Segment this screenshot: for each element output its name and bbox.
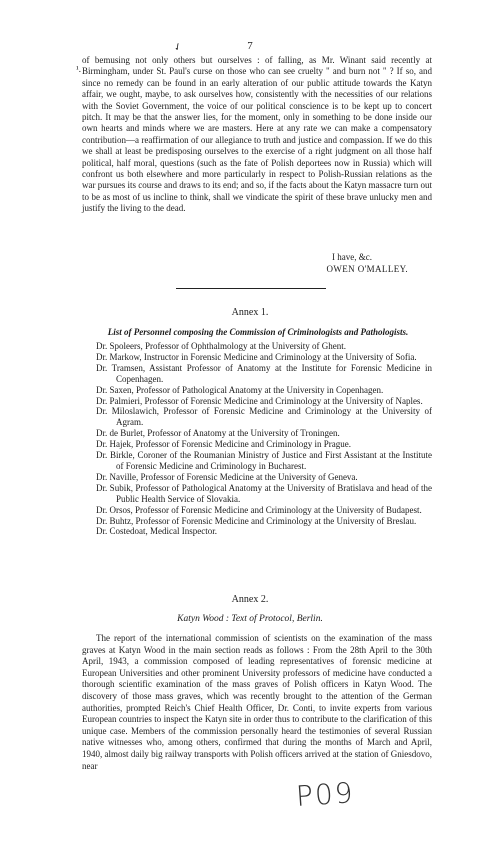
list-item: Dr. Spoleers, Professor of Ophthalmology at the University of Ghent. — [96, 341, 346, 351]
annex1-heading: Annex 1. — [231, 307, 269, 318]
list-item: Dr. Miloslawich, Professor of Forensic Medicine and Criminology at the University of Agram. — [96, 406, 432, 428]
letter-paragraph — [82, 55, 432, 215]
letter-text: of bemusing not only others but ourselves : of falling, as Mr. Winant said recently at Birmingham, under St. Paul's curse on those who can see cruelty " and burn not " ? If so, and since no remedy can be found in an early alteration of our public attitude towards the Katyn affair, we ought, maybe, to ask ourselves how, consistently with the necessities of our relations with the Soviet Government, the voice of our political conscience is to be kept up to concert pitch. It may be that the answer lies, for the moment, only in something to be done inside our own hearts and minds where we are masters. Here at any rate we can make a compensatory contribution—a reaffirmation of our allegiance to truth and justice and compassion. If we do this we shall at least be predisposing ourselves to the exercise of a right judgment on all those half political, half moral, questions (such as the fate of Polish deportees now in Russia) which will confront us both elsewhere and more particularly in respect to Polish-Russian relations as the war pursues its course and draws to its end; and so, if the facts about the Katyn massacre turn out to be as most of us incline to think, shall we vindicate the spirit of these brave unlucky men and justify the living to the dead. — [82, 55, 432, 214]
list-item: Dr. de Burlet, Professor of Anatomy at the University of Troningen. — [96, 428, 340, 439]
ink-mark: ✓ — [171, 40, 185, 55]
list-item: Dr. Hajek, Professor of Forensic Medicine and Criminology in Prague. — [96, 439, 351, 450]
list-item: Dr. Saxen, Professor of Pathological Anatomy at the University in Copenhagen. — [96, 384, 384, 395]
section-divider — [176, 288, 326, 289]
list-item: Dr. Subik, Professor of Pathological Anatomy at the University of Bratislava and head of the Public Health Service of Slovakia. — [96, 482, 432, 504]
member-list — [96, 341, 432, 537]
handwritten-page-note: P09 — [294, 775, 356, 814]
list-item: Dr. Buhtz, Professor of Forensic Medicine and Criminology at the University of Breslau. — [96, 515, 417, 526]
list-item: Dr. Markow, Instructor in Forensic Medicine and Criminology at the University of Sofia. — [96, 351, 417, 362]
list-item: Dr. Costedoat, Medical Inspector. — [96, 526, 217, 537]
margin-mark: ¹. — [76, 64, 81, 74]
list-item: Dr. Palmieri, Professor of Forensic Medicine and Criminology at the University of Naples. — [96, 395, 423, 406]
annex1-title: List of Personnel composing the Commission of Criminologists and Pathologists. — [107, 327, 409, 337]
list-item: Dr. Orsos, Professor of Forensic Medicine and Criminology at the University of Budapest. — [96, 504, 422, 515]
list-item: Dr. Birkle, Coroner of the Roumanian Ministry of Justice and First Assistant at the Institute of Forensic Medicine and Criminology in Bucharest. — [96, 450, 432, 471]
signoff-block — [82, 252, 432, 275]
page-number: 7 — [247, 40, 253, 52]
list-item: Dr. Tramsen, Assistant Professor of Anatomy at the Institute for Forensic Medicine in Copenhagen. — [96, 362, 432, 384]
annex2-paragraph: The report of the international commission of scientists on the examination of the mass graves at Katyn Wood in the main section reads as follows : From the 28th April to the 30th April, 1943, a commission composed of leading representatives of forensic medicine at European Universities and other prominent University professors of medicine have conducted a thorough scientific examination of the mass graves of Polish officers in Katyn Wood. The discovery of those mass graves, which was recently brought to the attention of the German authorities, prompted Reich's Chief Health Officer, Dr. Conti, to invite experts from various European countries to inspect the Katyn site in order thus to contribute to the clarification of this unique case. Members of the commission personally heard the testimonies of several Russian native witnesses who, among others, confirmed that during the months of March and April, 1940, almost daily big railway transports with Polish officers arrived at the station of Gniesdovo, near — [82, 633, 432, 771]
closing-line: I have, &c. — [332, 252, 372, 262]
annex2-subtitle: Katyn Wood : Text of Protocol, Berlin. — [177, 614, 323, 624]
list-item: Dr. Naville, Professor of Forensic Medicine at the University of Geneva. — [96, 471, 358, 482]
signature: OWEN O'MALLEY. — [326, 263, 408, 274]
annex2-heading: Annex 2. — [231, 594, 269, 605]
